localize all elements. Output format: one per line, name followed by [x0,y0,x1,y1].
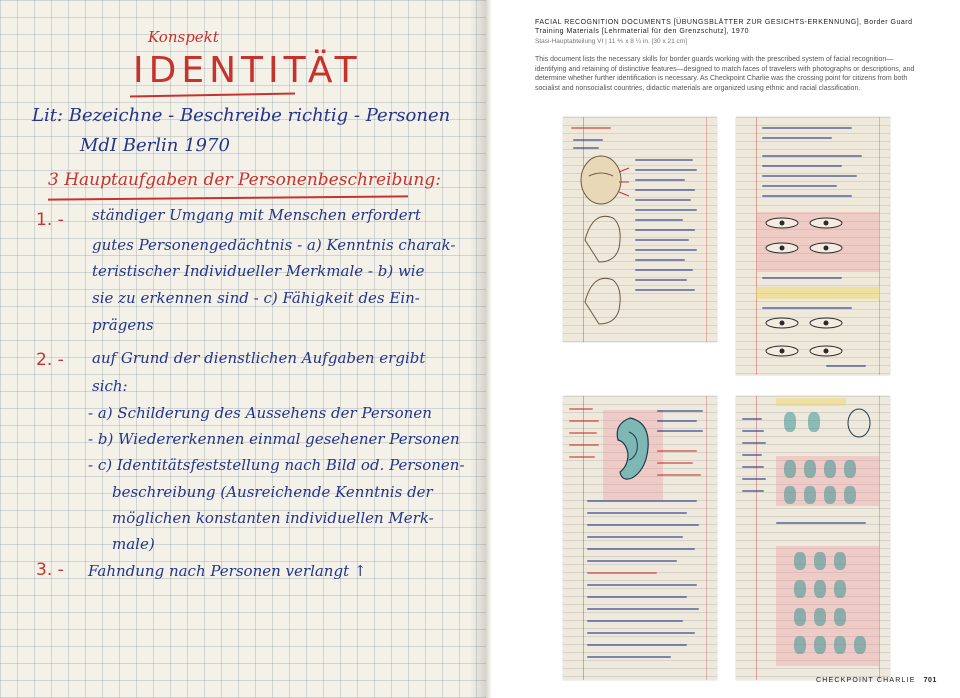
handwritten-line: teristischer Individueller Merkmale - b) wie [92,262,425,280]
caption-meta: Stasi-Hauptabteilung VI | 11 ⅘ x 8 ¼ in. [30 x 21 cm] [535,38,688,45]
handwritten-line: möglichen konstanten individuellen Merk- [112,509,434,527]
literature-line: Lit: Bezeichne - Beschreibe richtig - Personen [32,105,451,126]
caption-body: This document lists the necessary skills for border guards working with the prescribed system of facial recognition—identifying and retaining of distinctive features—designed to match faces of travelers with photographs or descriptions, and determine whether further identification is necessary. As Checkpoint Charlie was the crossing point for citizens from both socialist and nonsocialist countries, didactic materials are organized using ethnic and racial classification. [535,56,915,92]
title-underline [130,93,295,98]
handwritten-line: male) [112,535,155,553]
handwritten-line: gutes Personengedächtnis - a) Kenntnis charak- [92,236,456,254]
page-number: 701 [923,677,937,684]
handwritten-line: sich: [92,377,128,395]
item-number-1: 1. - [36,210,64,230]
konspekt-heading: Konspekt [148,28,219,46]
handwritten-line: - a) Schilderung des Aussehens der Personen [88,404,432,422]
footer-label: CHECKPOINT CHARLIE [816,677,916,684]
handwritten-line: prägens [92,316,154,334]
archive-sheet-ear-shapes [736,396,890,680]
archive-sheet-eyes [736,117,890,375]
identitaet-title: IDENTITÄT [133,50,362,91]
page-footer [816,677,937,684]
handwritten-line: - c) Identitätsfeststellung nach Bild od. Personen- [88,456,465,474]
ear-drawing [605,414,655,484]
archive-sheet-profiles [563,117,717,342]
head-profile-drawing [571,152,631,327]
item-number-3: 3. - [36,560,64,580]
handwritten-line: Fahndung nach Personen verlangt ↑ [88,562,367,580]
page-fold [486,0,492,698]
item-number-2: 2. - [36,350,64,370]
caption-title: FACIAL RECOGNITION DOCUMENTS [ÜBUNGSBLÄTTER ZUR GESICHTS-ERKENNUNG], Border Guard Training Materials [Lehrmaterial für den Grenzschutz], 1970 [535,19,913,35]
section-underline [48,195,408,200]
handwritten-line: auf Grund der dienstlichen Aufgaben ergibt [92,349,426,367]
handwritten-line: ständiger Umgang mit Menschen erfordert [92,206,421,224]
eye-shapes-drawing [760,213,880,363]
literature-source: MdI Berlin 1970 [80,135,230,156]
section-heading: 3 Hauptaufgaben der Personenbeschreibung: [48,170,441,190]
handwritten-line: sie zu erkennen sind - c) Fähigkeit des Ein- [92,289,420,307]
face-outline-drawing [844,406,874,440]
handwritten-line: beschreibung (Ausreichende Kenntnis der [112,483,433,501]
handwritten-line: - b) Wiedererkennen einmal gesehener Personen [88,430,460,448]
archive-sheet-ear-diagram [563,396,717,680]
